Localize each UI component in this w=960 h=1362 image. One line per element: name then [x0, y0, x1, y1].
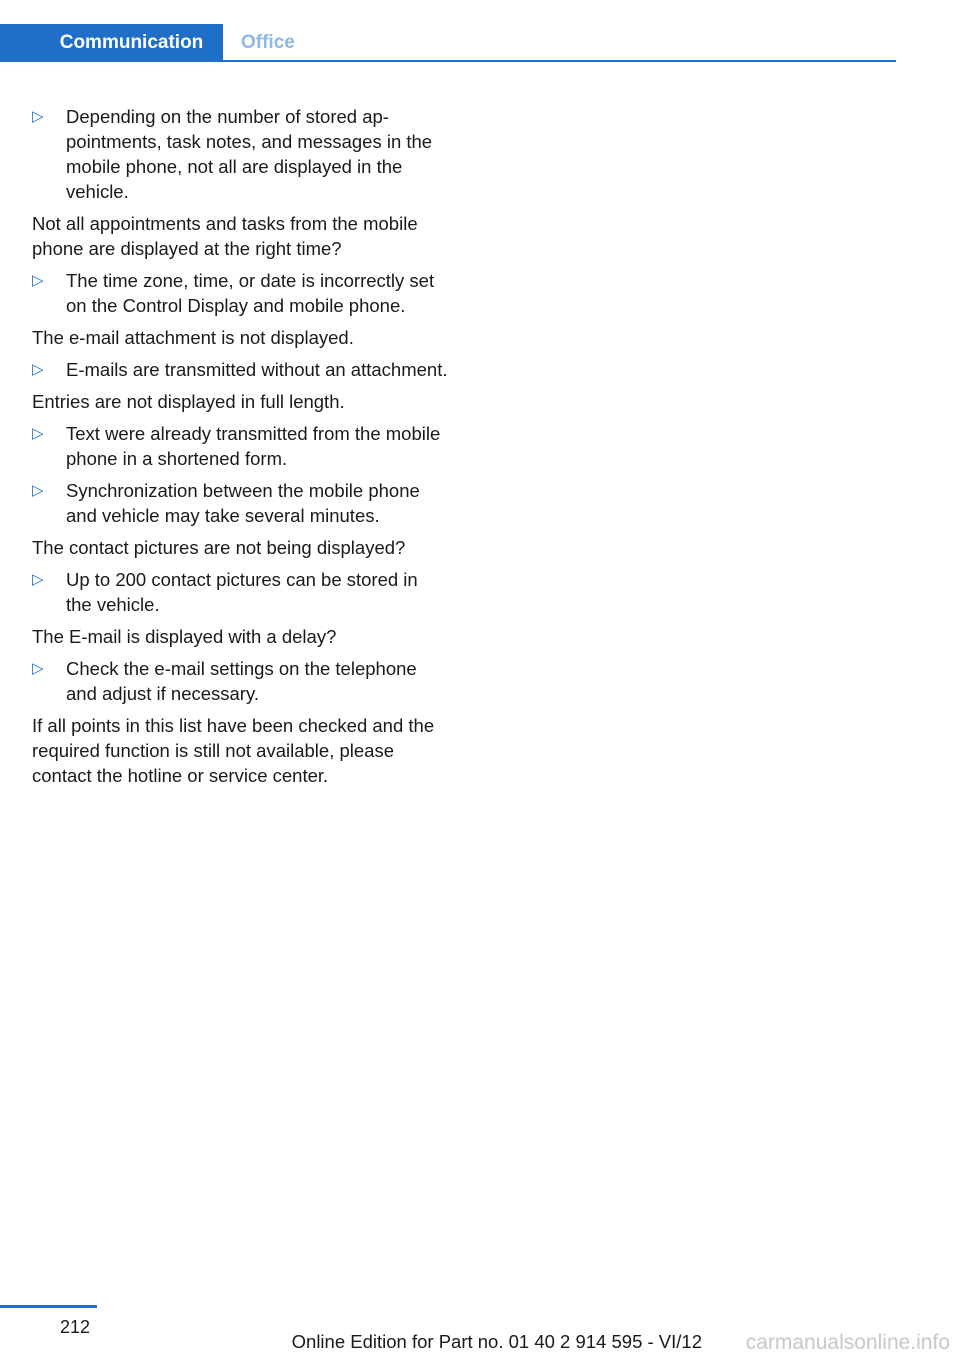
bullet-text: Synchronization between the mobile phone and vehicle may take several minutes. [66, 480, 420, 526]
site-watermark: carmanualsonline.info [745, 1331, 950, 1354]
bullet-text: Depending on the number of stored appointments, task notes, and messages in the mobile phone, not all are displayed in the vehicle. [66, 106, 433, 202]
question-paragraph: The contact pictures are not being displayed? [32, 537, 406, 558]
triangle-bullet-icon: ▷ [32, 108, 44, 125]
bullet-text: Up to 200 contact pictures can be stored in the vehicle. [66, 569, 418, 615]
section-tab-office: Office [241, 32, 295, 53]
triangle-bullet-icon: ▷ [32, 482, 44, 499]
bullet-item [32, 656, 448, 706]
question-paragraph: Entries are not displayed in full length. [32, 391, 345, 412]
bullet-item [32, 104, 448, 204]
page-number: 212 [60, 1317, 91, 1337]
triangle-bullet-icon: ▷ [32, 571, 44, 588]
question-paragraph: Not all appointments and tasks from the mobile phone are displayed at the right time? [32, 213, 418, 259]
troubleshooting-content [32, 104, 448, 795]
bullet-text: E-mails are transmitted without an attachment. [66, 359, 448, 380]
section-tab-communication: Communication [0, 24, 223, 62]
triangle-bullet-icon: ▷ [32, 361, 44, 378]
triangle-bullet-icon: ▷ [32, 272, 44, 289]
triangle-bullet-icon: ▷ [32, 425, 44, 442]
footer-rule [0, 1305, 97, 1308]
bullet-item [32, 478, 448, 528]
bullet-text: Text were already transmitted from the mobile phone in a shortened form. [66, 423, 441, 469]
question-paragraph: The E-mail is displayed with a delay? [32, 626, 337, 647]
header-rule [223, 60, 896, 62]
bullet-item [32, 421, 448, 471]
page-header [0, 24, 896, 62]
closing-paragraph: If all points in this list have been checked and the required function is still not available, please contact the hotline or service center. [32, 715, 435, 786]
triangle-bullet-icon: ▷ [32, 660, 44, 677]
bullet-item [32, 567, 448, 617]
bullet-item [32, 357, 448, 382]
bullet-text: Check the e-mail settings on the telephone and adjust if necessary. [66, 658, 417, 704]
edition-note: Online Edition for Part no. 01 40 2 914 595 - VI/12 [291, 1331, 702, 1352]
question-paragraph: The e-mail attachment is not displayed. [32, 327, 354, 348]
bullet-text: The time zone, time, or date is incorrectly set on the Control Display and mobile phone. [66, 270, 435, 316]
bullet-item [32, 268, 448, 318]
